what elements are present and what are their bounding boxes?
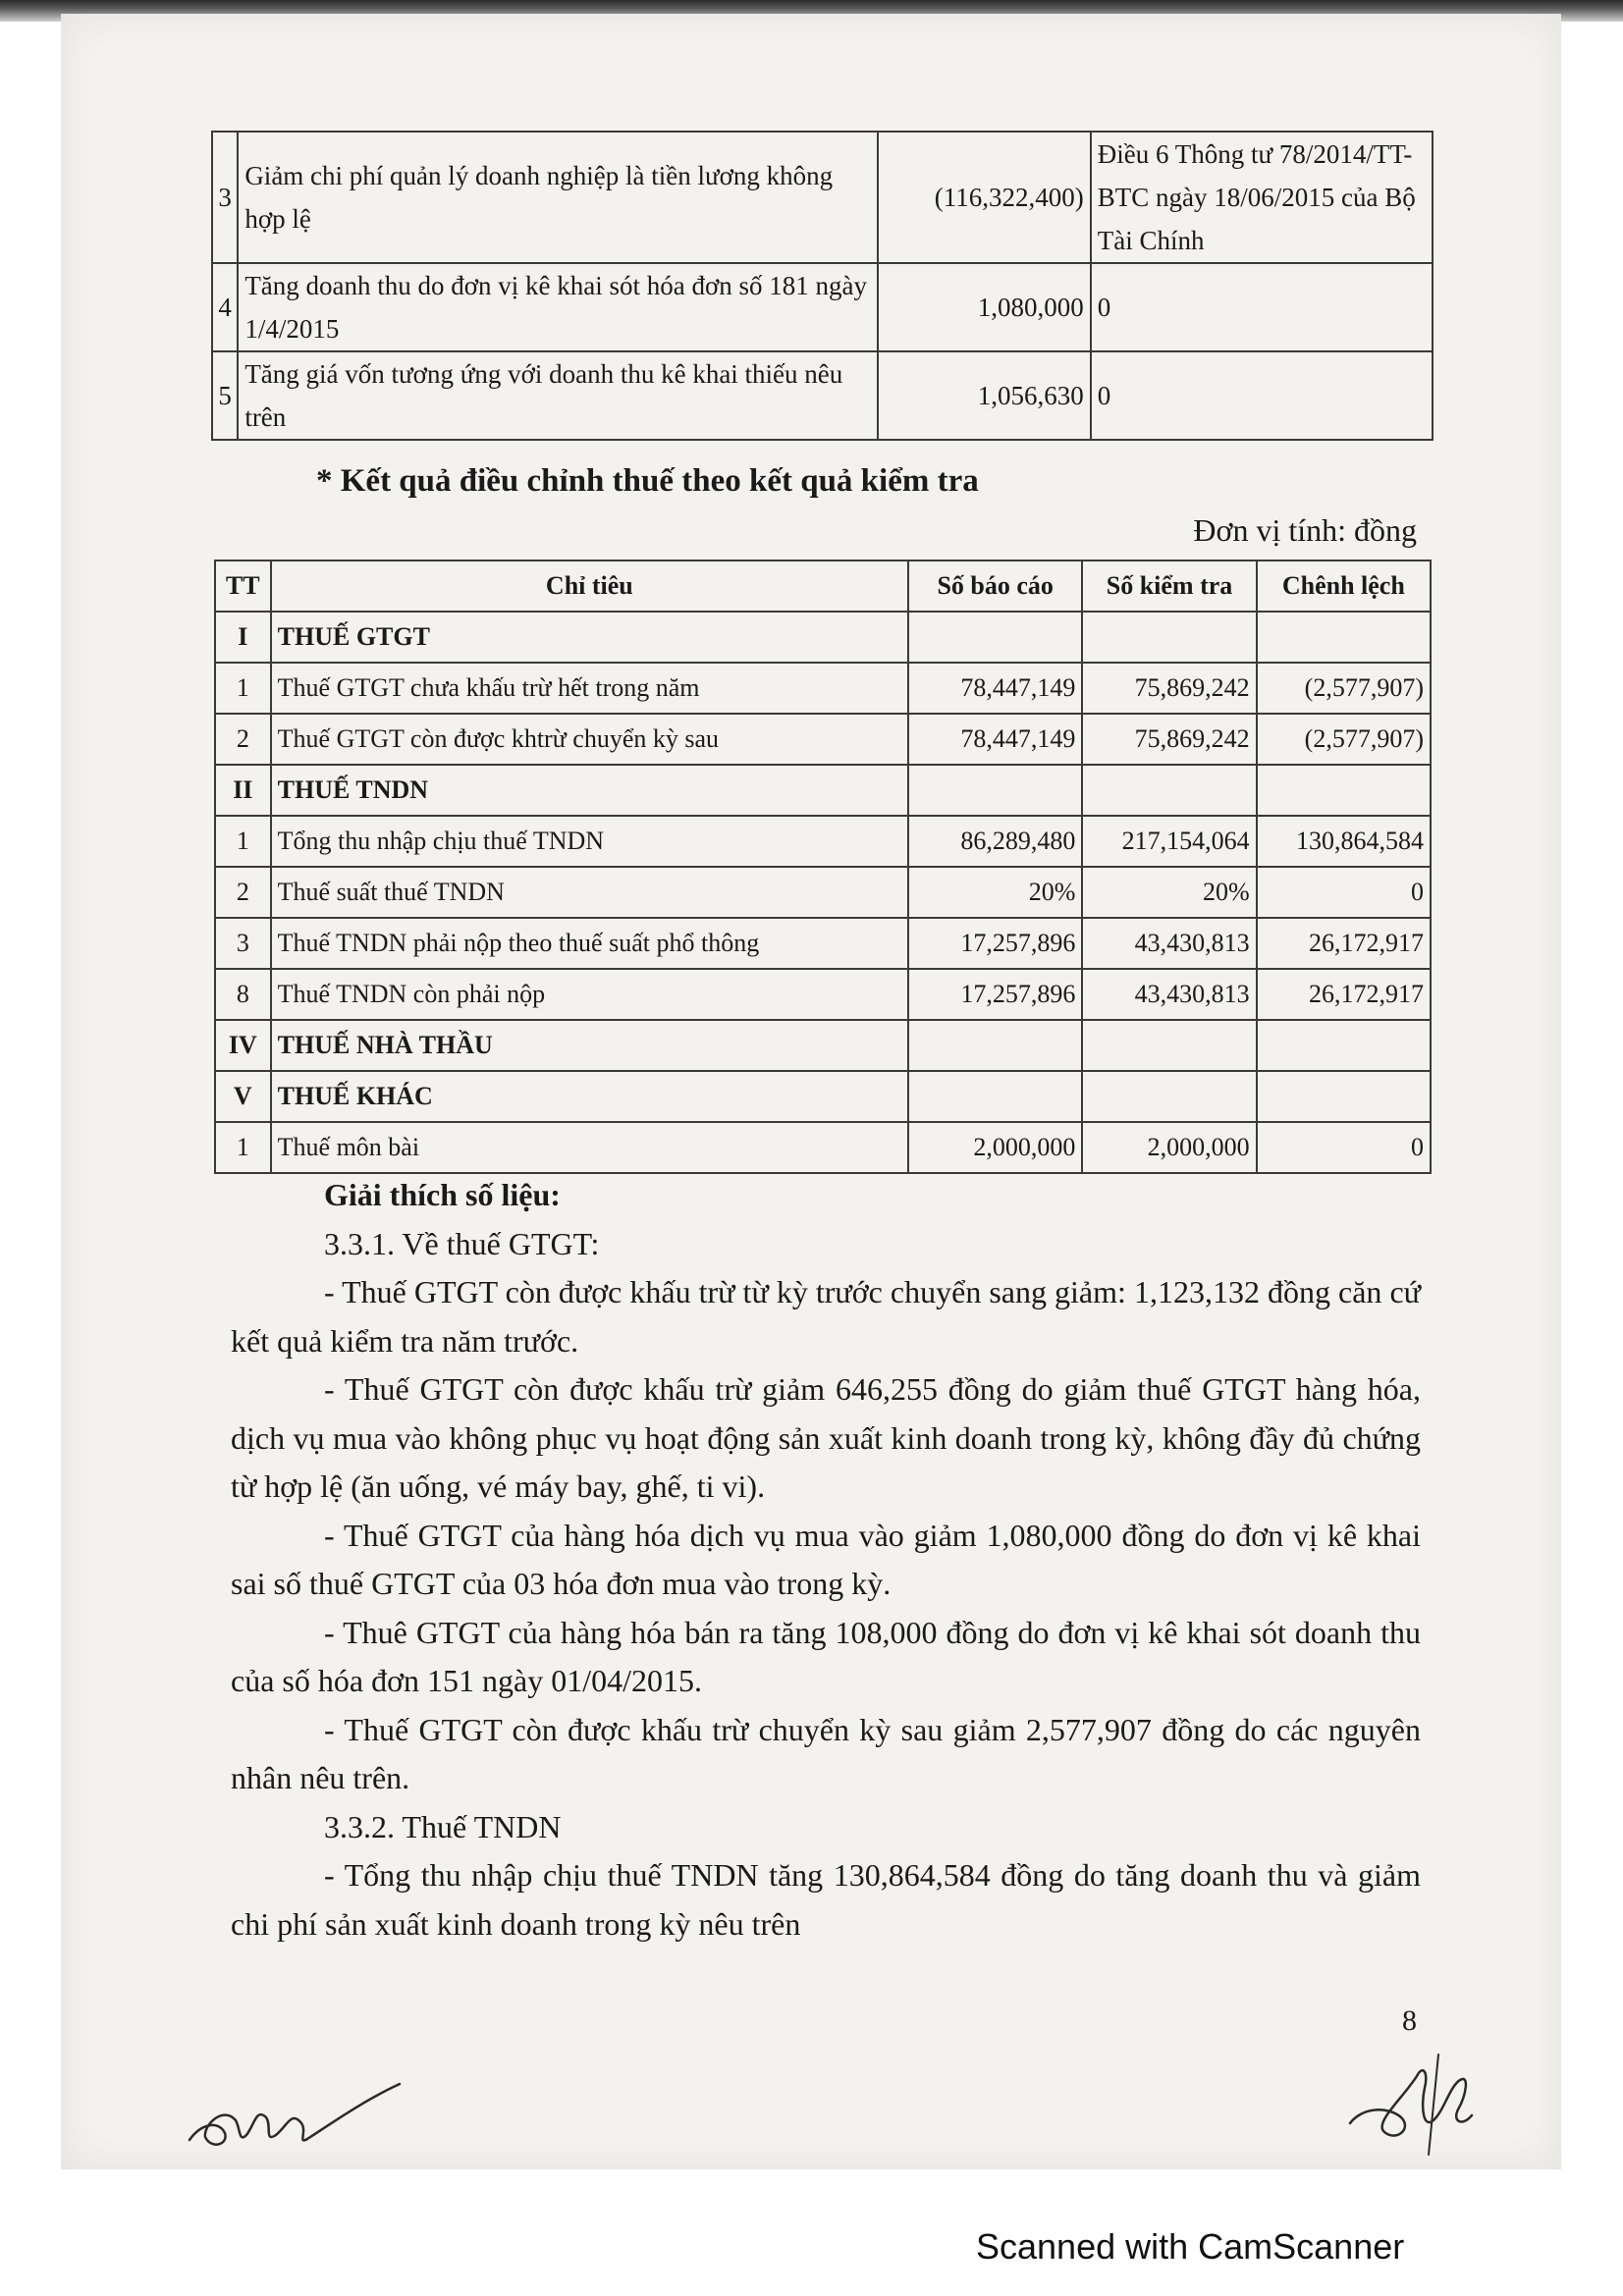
cell-audited bbox=[1082, 1020, 1256, 1071]
row-note: 0 bbox=[1091, 263, 1433, 351]
cell-tt: I bbox=[215, 612, 271, 663]
row-amount: (116,322,400) bbox=[878, 132, 1091, 263]
cell-indicator: Thuế môn bài bbox=[271, 1122, 908, 1173]
table-row bbox=[215, 1122, 1431, 1173]
header-reported: Số báo cáo bbox=[908, 561, 1082, 612]
cell-indicator: Thuế TNDN còn phải nộp bbox=[271, 969, 908, 1020]
section-title: * Kết quả điều chỉnh thuế theo kết quả kiểm tra bbox=[316, 463, 979, 499]
cell-tt: IV bbox=[215, 1020, 271, 1071]
table-row bbox=[215, 969, 1431, 1020]
cell-audited: 43,430,813 bbox=[1082, 969, 1256, 1020]
cell-reported: 17,257,896 bbox=[908, 918, 1082, 969]
table-row bbox=[212, 132, 1433, 263]
row-note: 0 bbox=[1091, 351, 1433, 440]
cell-tt: 1 bbox=[215, 663, 271, 714]
table-row bbox=[215, 612, 1431, 663]
vat-paragraph: - Thuế GTGT còn được khấu trừ giảm 646,255 đồng do giảm thuế GTGT hàng hóa, dịch vụ mua vào không phục vụ hoạt động sản xuất kinh doanh trong kỳ, không đầy đủ chứng từ hợp lệ (ăn uống, vé máy bay, ghế, ti vi). bbox=[231, 1371, 1421, 1504]
table-row bbox=[215, 1071, 1431, 1122]
table-row bbox=[212, 263, 1433, 351]
row-amount: 1,056,630 bbox=[878, 351, 1091, 440]
cell-difference: 130,864,584 bbox=[1257, 816, 1431, 867]
cell-reported bbox=[908, 1071, 1082, 1122]
table-row bbox=[215, 867, 1431, 918]
table-header-row bbox=[215, 561, 1431, 612]
cell-reported bbox=[908, 1020, 1082, 1071]
vat-paragraph: - Thuế GTGT còn được khấu trừ từ kỳ trước chuyển sang giảm: 1,123,132 đồng căn cứ kết quả kiểm tra năm trước. bbox=[231, 1274, 1421, 1359]
header-tt: TT bbox=[215, 561, 271, 612]
cell-indicator: THUẾ TNDN bbox=[271, 765, 908, 816]
table-row bbox=[212, 351, 1433, 440]
vat-paragraph: - Thuế GTGT còn được khấu trừ chuyển kỳ sau giảm 2,577,907 đồng do các nguyên nhân nêu trên. bbox=[231, 1711, 1421, 1795]
table-row bbox=[215, 1020, 1431, 1071]
explanation-section bbox=[231, 1171, 1421, 1949]
cell-difference bbox=[1257, 612, 1431, 663]
vat-paragraph: - Thuế GTGT của hàng hóa dịch vụ mua vào giảm 1,080,000 đồng do đơn vị kê khai sai số thuế GTGT của 03 hóa đơn mua vào trong kỳ. bbox=[231, 1517, 1421, 1601]
cell-audited: 43,430,813 bbox=[1082, 918, 1256, 969]
cell-indicator: THUẾ KHÁC bbox=[271, 1071, 908, 1122]
cell-indicator: Thuế TNDN phải nộp theo thuế suất phổ thông bbox=[271, 918, 908, 969]
table-row bbox=[215, 918, 1431, 969]
row-description: Tăng doanh thu do đơn vị kê khai sót hóa đơn số 181 ngày 1/4/2015 bbox=[238, 263, 878, 351]
cell-reported: 2,000,000 bbox=[908, 1122, 1082, 1173]
cell-audited: 75,869,242 bbox=[1082, 714, 1256, 765]
row-description: Giảm chi phí quản lý doanh nghiệp là tiền lương không hợp lệ bbox=[238, 132, 878, 263]
row-number: 3 bbox=[212, 132, 238, 263]
cell-tt: 1 bbox=[215, 816, 271, 867]
cell-indicator: Thuế suất thuế TNDN bbox=[271, 867, 908, 918]
header-audited: Số kiểm tra bbox=[1082, 561, 1256, 612]
vat-paragraph: - Thuê GTGT của hàng hóa bán ra tăng 108,000 đồng do đơn vị kê khai sót doanh thu của số hóa đơn 151 ngày 01/04/2015. bbox=[231, 1614, 1421, 1698]
cell-indicator: Thuế GTGT chưa khấu trừ hết trong năm bbox=[271, 663, 908, 714]
cell-tt: 2 bbox=[215, 867, 271, 918]
cell-reported: 17,257,896 bbox=[908, 969, 1082, 1020]
cell-audited: 20% bbox=[1082, 867, 1256, 918]
cell-difference: 26,172,917 bbox=[1257, 969, 1431, 1020]
cell-indicator: Thuế GTGT còn được khtrừ chuyển kỳ sau bbox=[271, 714, 908, 765]
cell-tt: 1 bbox=[215, 1122, 271, 1173]
cell-difference bbox=[1257, 1071, 1431, 1122]
camscanner-footer: Scanned with CamScanner bbox=[976, 2226, 1405, 2267]
cell-difference bbox=[1257, 1020, 1431, 1071]
page-number: 8 bbox=[1402, 2004, 1417, 2037]
cell-reported: 86,289,480 bbox=[908, 816, 1082, 867]
cell-difference: 0 bbox=[1257, 1122, 1431, 1173]
row-amount: 1,080,000 bbox=[878, 263, 1091, 351]
cell-audited bbox=[1082, 1071, 1256, 1122]
table-row bbox=[215, 816, 1431, 867]
cell-reported: 78,447,149 bbox=[908, 663, 1082, 714]
cell-indicator: THUẾ NHÀ THẦU bbox=[271, 1020, 908, 1071]
table-row bbox=[215, 714, 1431, 765]
tax-adjustment-table bbox=[214, 560, 1432, 1174]
header-difference: Chênh lệch bbox=[1257, 561, 1431, 612]
cell-indicator: THUẾ GTGT bbox=[271, 612, 908, 663]
row-description: Tăng giá vốn tương ứng với doanh thu kê khai thiếu nêu trên bbox=[238, 351, 878, 440]
cell-difference: 0 bbox=[1257, 867, 1431, 918]
cell-difference bbox=[1257, 765, 1431, 816]
continuation-table bbox=[211, 131, 1434, 441]
cell-audited: 2,000,000 bbox=[1082, 1122, 1256, 1173]
cell-tt: 8 bbox=[215, 969, 271, 1020]
cell-audited bbox=[1082, 765, 1256, 816]
explanation-heading: Giải thích số liệu: bbox=[324, 1177, 561, 1212]
vat-heading: 3.3.1. Về thuế GTGT: bbox=[324, 1225, 600, 1261]
cell-audited: 75,869,242 bbox=[1082, 663, 1256, 714]
cell-reported: 78,447,149 bbox=[908, 714, 1082, 765]
cell-audited bbox=[1082, 612, 1256, 663]
table-row bbox=[215, 663, 1431, 714]
cell-tt: II bbox=[215, 765, 271, 816]
right-signature bbox=[1340, 2037, 1488, 2164]
cell-difference: (2,577,907) bbox=[1257, 663, 1431, 714]
cit-heading: 3.3.2. Thuế TNDN bbox=[324, 1808, 562, 1844]
cit-paragraph: - Tổng thu nhập chịu thuế TNDN tăng 130,864,584 đồng do tăng doanh thu và giảm chi phí sản xuất kinh doanh trong kỳ nêu trên bbox=[231, 1857, 1421, 1942]
cell-tt: 2 bbox=[215, 714, 271, 765]
cell-difference: (2,577,907) bbox=[1257, 714, 1431, 765]
cell-tt: V bbox=[215, 1071, 271, 1122]
table-row bbox=[215, 765, 1431, 816]
unit-label: Đơn vị tính: đồng bbox=[1193, 512, 1417, 548]
cell-audited: 217,154,064 bbox=[1082, 816, 1256, 867]
left-signature bbox=[182, 2066, 407, 2160]
cell-indicator: Tổng thu nhập chịu thuế TNDN bbox=[271, 816, 908, 867]
row-note: Điều 6 Thông tư 78/2014/TT-BTC ngày 18/06/2015 của Bộ Tài Chính bbox=[1091, 132, 1433, 263]
cell-reported bbox=[908, 765, 1082, 816]
cell-reported: 20% bbox=[908, 867, 1082, 918]
cell-difference: 26,172,917 bbox=[1257, 918, 1431, 969]
cell-tt: 3 bbox=[215, 918, 271, 969]
row-number: 5 bbox=[212, 351, 238, 440]
cell-reported bbox=[908, 612, 1082, 663]
row-number: 4 bbox=[212, 263, 238, 351]
header-indicator: Chỉ tiêu bbox=[271, 561, 908, 612]
